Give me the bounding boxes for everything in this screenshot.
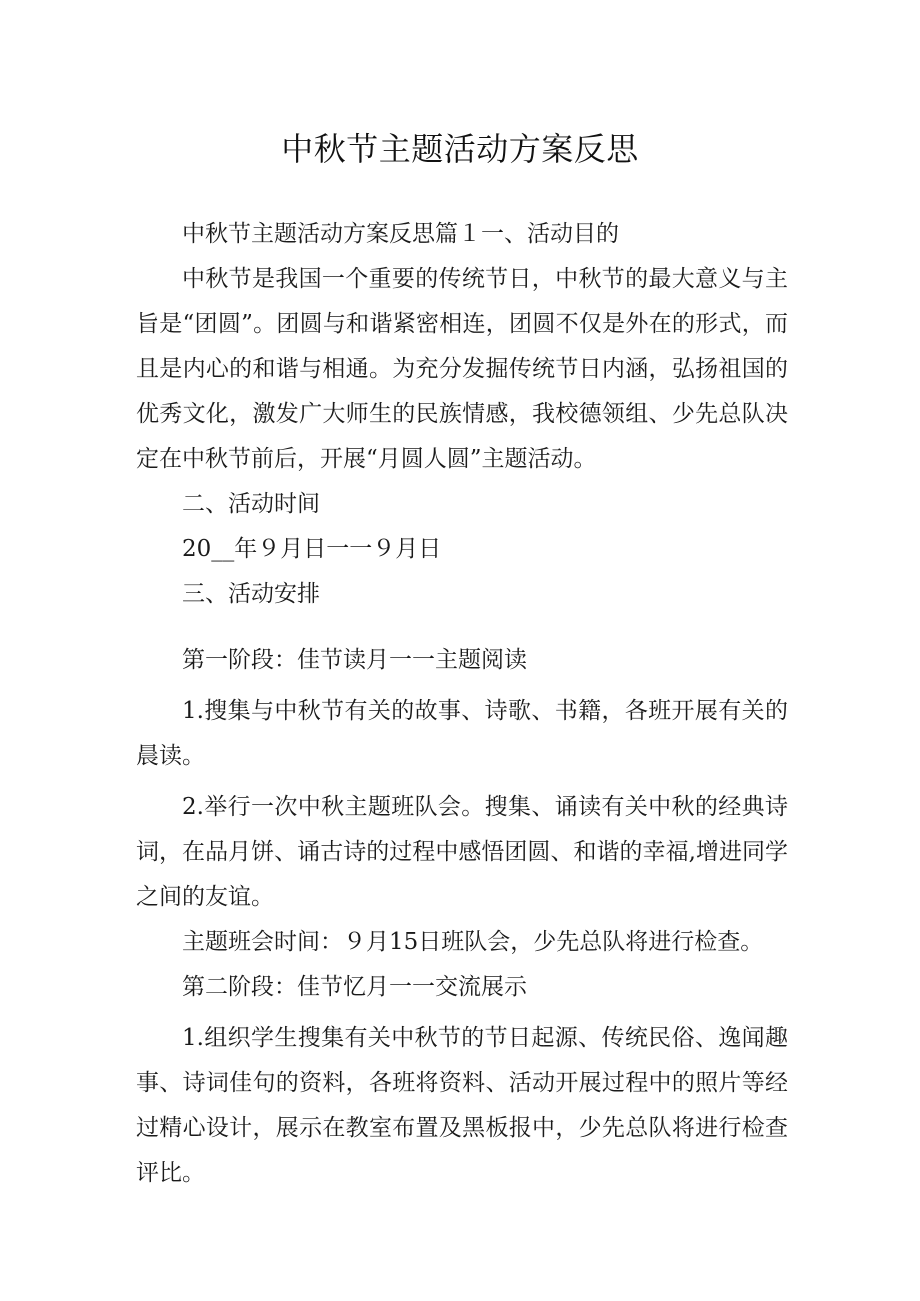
paragraph-stage-one-item-1: 1.搜集与中秋节有关的故事、诗歌、书籍，各班开展有关的晨读。 xyxy=(136,698,788,769)
paragraph-time-range: 20__年９月日一一９月日 xyxy=(182,536,442,562)
paragraph-heading-part1: 中秋节主题活动方案反思篇１一、活动目的 xyxy=(182,221,619,247)
paragraph-stage-two: 第二阶段：佳节忆月一一交流展示 xyxy=(182,974,527,1000)
paragraph-stage-one: 第一阶段：佳节读月一一主题阅读 xyxy=(182,647,527,673)
paragraph-stage-one-item-2: 2.举行一次中秋主题班队会。搜集、诵读有关中秋的经典诗词，在品月饼、诵古诗的过程中感悟团圆、和谐的幸福,增进同学之间的友谊。 xyxy=(136,794,788,910)
paragraph-purpose: 中秋节是我国一个重要的传统节日，中秋节的最大意义与主旨是“团圆”。团圆与和谐紧密相连，团圆不仅是外在的形式，而且是内心的和谐与相通。为充分发掘传统节日内涵，弘扬祖国的优秀文化，激发广大师生的民族情感，我校德领组、少先总队决定在中秋节前后，开展“月圆人圆”主题活动。 xyxy=(136,266,788,472)
document-title: 中秋节主题活动方案反思 xyxy=(281,130,639,168)
paragraph-class-meeting-time: 主题班会时间：９月15日班队会，少先总队将进行检查。 xyxy=(182,929,764,955)
paragraph-stage-two-item-1: 1.组织学生搜集有关中秋节的节日起源、传统民俗、逸闻趣事、诗词佳句的资料，各班将资料、活动开展过程中的照片等经过精心设计，展示在教室布置及黑板报中，少先总队将进行检查评比。 xyxy=(136,1025,788,1186)
paragraph-section-arrangement: 三、活动安排 xyxy=(182,581,320,607)
paragraph-section-time: 二、活动时间 xyxy=(182,491,320,517)
document-body xyxy=(136,212,788,1196)
